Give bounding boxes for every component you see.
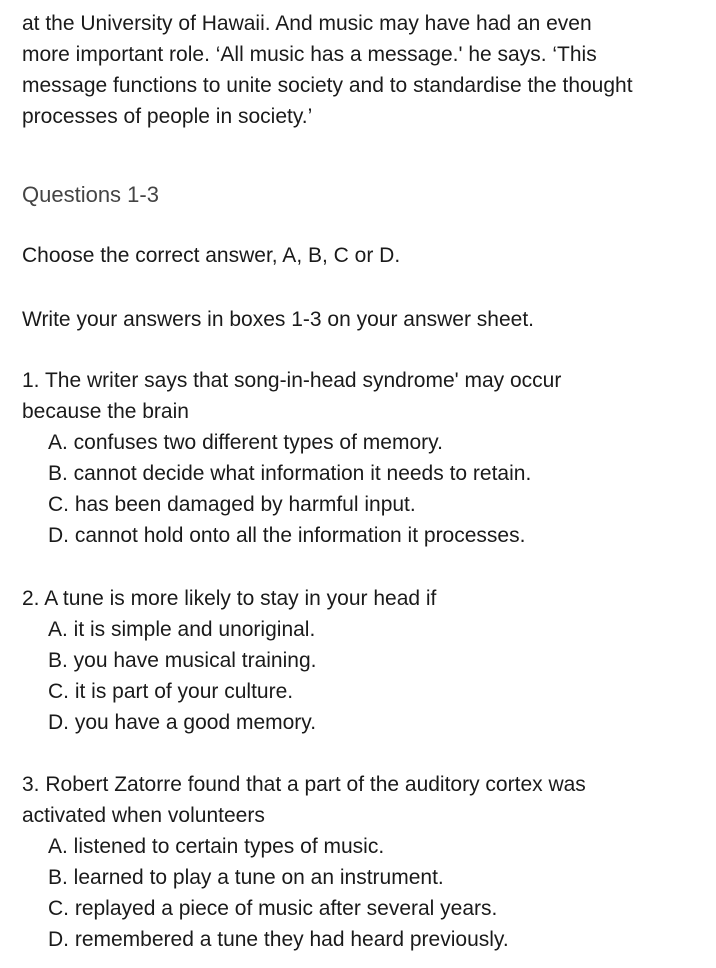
answer-option: B. learned to play a tune on an instrument. (48, 866, 444, 889)
intro-line: processes of people in society.’ (22, 105, 313, 128)
answer-option: B. you have musical training. (48, 649, 317, 672)
answer-option: D. remembered a tune they had heard previously. (48, 928, 509, 951)
answer-option: D. cannot hold onto all the information it processes. (48, 524, 526, 547)
instruction-text: Write your answers in boxes 1-3 on your answer sheet. (22, 308, 535, 331)
answer-option: C. it is part of your culture. (48, 680, 294, 703)
answer-option: B. cannot decide what information it needs to retain. (48, 462, 532, 485)
instruction-text: Choose the correct answer, A, B, C or D. (22, 244, 401, 267)
question-stem: 1. The writer says that song-in-head syndrome' may occur (22, 369, 562, 392)
answer-option: C. has been damaged by harmful input. (48, 493, 416, 516)
intro-line: message functions to unite society and to standardise the thought (22, 74, 633, 97)
answer-option: A. confuses two different types of memory. (48, 431, 443, 454)
answer-option: C. replayed a piece of music after several years. (48, 897, 498, 920)
intro-line: more important role. ‘All music has a message.' he says. ‘This (22, 43, 597, 66)
question-stem: 3. Robert Zatorre found that a part of the auditory cortex was (22, 773, 586, 796)
answer-option: A. listened to certain types of music. (48, 835, 385, 858)
question-stem: 2. A tune is more likely to stay in your head if (22, 587, 437, 610)
answer-option: D. you have a good memory. (48, 711, 317, 734)
question-stem: activated when volunteers (22, 804, 265, 827)
intro-line: at the University of Hawaii. And music may have had an even (22, 12, 592, 35)
answer-option: A. it is simple and unoriginal. (48, 618, 316, 641)
section-heading: Questions 1-3 (22, 182, 159, 207)
question-stem: because the brain (22, 400, 189, 423)
